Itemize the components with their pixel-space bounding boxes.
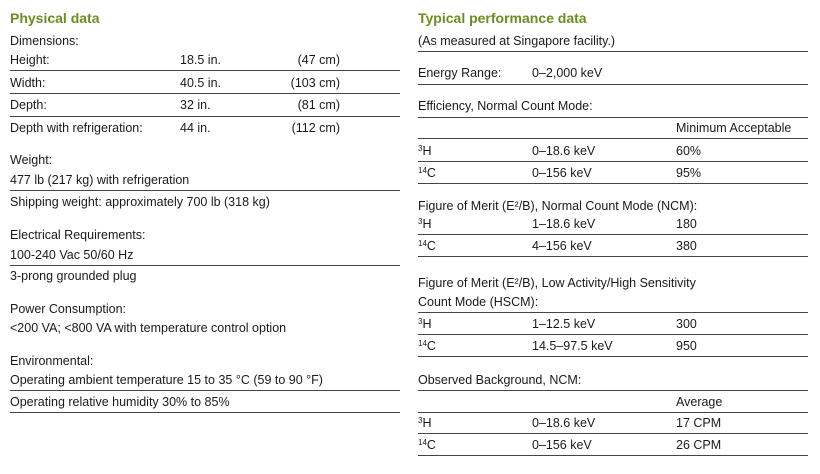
- divider: [418, 161, 808, 162]
- fom-ncm-row-element: $^{14}$C: [418, 239, 436, 253]
- shipping-weight: Shipping weight: approximately 700 lb (318 kg): [10, 195, 270, 209]
- height-in: 18.5 in.: [180, 53, 222, 67]
- depth-label: Depth:: [10, 98, 47, 112]
- energy-range-value: 0–2,000 keV: [532, 66, 603, 80]
- energy-range-label: Energy Range:: [418, 66, 502, 80]
- efficiency-header: Minimum Acceptable: [676, 121, 792, 135]
- divider: [418, 356, 808, 357]
- power-label: Power Consumption:: [10, 302, 127, 316]
- fom-ncm-row-range: 4–156 keV: [532, 239, 592, 253]
- fom-hscm-label-line2: Count Mode (HSCM):: [418, 295, 539, 309]
- env-temperature: Operating ambient temperature 15 to 35 °C (59 to 90 °F): [10, 373, 323, 387]
- divider: [10, 116, 400, 117]
- divider: [10, 93, 400, 94]
- width-label: Width:: [10, 76, 46, 90]
- fom-hscm-row-range: 14.5–97.5 keV: [532, 339, 613, 353]
- width-in: 40.5 in.: [180, 76, 222, 90]
- divider: [418, 234, 808, 235]
- power-value: <200 VA; <800 VA with temperature control option: [10, 321, 287, 335]
- divider: [418, 256, 808, 257]
- efficiency-label: Efficiency, Normal Count Mode:: [418, 99, 593, 113]
- performance-data-title: Typical performance data: [418, 10, 587, 26]
- divider: [418, 117, 808, 118]
- divider: [418, 84, 808, 85]
- efficiency-row-value: 60%: [676, 144, 702, 158]
- background-label: Observed Background, NCM:: [418, 373, 582, 387]
- divider: [418, 455, 808, 456]
- fom-hscm-row-element: $^3$H: [418, 317, 432, 331]
- divider: [418, 312, 808, 313]
- background-row-range: 0–156 keV: [532, 438, 592, 452]
- depth-refrig-label: Depth with refrigeration:: [10, 121, 143, 135]
- background-row-element: $^3$H: [418, 416, 432, 430]
- fom-ncm-row-range: 1–18.6 keV: [532, 217, 596, 231]
- background-row-value: 26 CPM: [676, 438, 722, 452]
- electrical-value: 100-240 Vac 50/60 Hz: [10, 248, 134, 262]
- height-cm: (47 cm): [297, 53, 340, 67]
- dimensions-label: Dimensions:: [10, 34, 79, 48]
- fom-hscm-row-element: $^{14}$C: [418, 339, 436, 353]
- divider: [10, 265, 400, 266]
- divider: [10, 70, 400, 71]
- physical-data-title: Physical data: [10, 10, 100, 26]
- divider: [418, 183, 808, 184]
- height-label: Height:: [10, 53, 50, 67]
- divider: [418, 412, 808, 413]
- efficiency-row-element: $^{14}$C: [418, 166, 436, 180]
- depth-cm: (81 cm): [297, 98, 340, 112]
- divider: [418, 390, 808, 391]
- fom-hscm-row-value: 300: [676, 317, 697, 331]
- weight-value: 477 lb (217 kg) with refrigeration: [10, 173, 190, 187]
- divider: [418, 334, 808, 335]
- fom-hscm-row-range: 1–12.5 keV: [532, 317, 596, 331]
- efficiency-row-element: $^3$H: [418, 144, 432, 158]
- electrical-label: Electrical Requirements:: [10, 228, 146, 242]
- depth-refrig-in: 44 in.: [180, 121, 211, 135]
- fom-ncm-row-value: 180: [676, 217, 697, 231]
- divider: [10, 190, 400, 191]
- depth-in: 32 in.: [180, 98, 211, 112]
- background-row-range: 0–18.6 keV: [532, 416, 596, 430]
- divider: [418, 433, 808, 434]
- divider: [10, 412, 400, 413]
- efficiency-row-range: 0–18.6 keV: [532, 144, 596, 158]
- efficiency-row-range: 0–156 keV: [532, 166, 592, 180]
- fom-hscm-label-line1: Figure of Merit (E²/B), Low Activity/High Sensitivity: [418, 276, 696, 290]
- plug-type: 3-prong grounded plug: [10, 269, 137, 283]
- divider: [418, 138, 808, 139]
- efficiency-row-value: 95%: [676, 166, 702, 180]
- divider: [418, 51, 808, 52]
- fom-ncm-row-value: 380: [676, 239, 697, 253]
- environmental-label: Environmental:: [10, 354, 94, 368]
- weight-label: Weight:: [10, 153, 53, 167]
- env-humidity: Operating relative humidity 30% to 85%: [10, 395, 230, 409]
- background-header: Average: [676, 395, 723, 409]
- width-cm: (103 cm): [290, 76, 340, 90]
- fom-ncm-label: Figure of Merit (E²/B), Normal Count Mode (NCM):: [418, 199, 698, 213]
- fom-hscm-row-value: 950: [676, 339, 697, 353]
- background-row-value: 17 CPM: [676, 416, 722, 430]
- background-row-element: $^{14}$C: [418, 438, 436, 452]
- measured-note: (As measured at Singapore facility.): [418, 34, 616, 48]
- divider: [10, 390, 400, 391]
- depth-refrig-cm: (112 cm): [291, 121, 340, 135]
- fom-ncm-row-element: $^3$H: [418, 217, 432, 231]
